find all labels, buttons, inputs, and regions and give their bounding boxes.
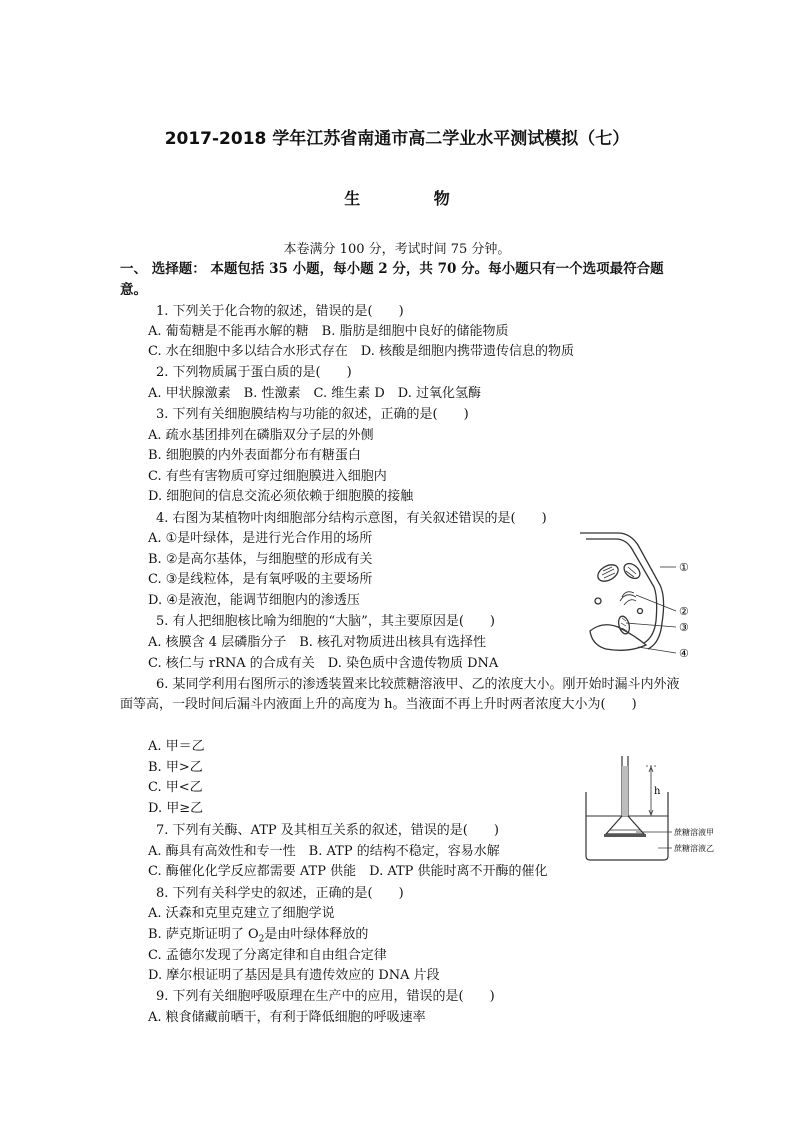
question-4-option-c: C. ③是线粒体，是有氧呼吸的主要场所: [148, 572, 373, 587]
question-6-option-c: C. 甲<乙: [148, 780, 203, 795]
osmosis-apparatus-figure: [580, 752, 720, 862]
page-title: 2017-2018 学年江苏省南通市高二学业水平测试模拟（七）: [164, 129, 630, 149]
solution-a-label: 蔗糖溶液甲: [674, 828, 714, 837]
question-7-options-cd: C. 酶催化化学反应都需要 ATP 供能 D. ATP 供能时离不开酶的催化: [148, 864, 548, 879]
question-8-option-b-rest: 是由叶绿体释放的: [264, 927, 369, 942]
question-3-option-c: C. 有些有害物质可穿过细胞膜进入细胞内: [148, 469, 387, 484]
question-5-options-cd: C. 核仁与 rRNA 的合成有关 D. 染色质中含遗传物质 DNA: [148, 656, 499, 671]
cell-label-3: ③: [679, 621, 689, 634]
cell-label-2: ②: [679, 605, 689, 618]
question-6-option-b: B. 甲>乙: [148, 760, 203, 775]
question-8: 8. 下列有关科学史的叙述，正确的是( ): [156, 886, 404, 901]
question-6: 6. 某同学利用右图所示的渗透装置来比较蔗糖溶液甲、乙的浓度大小。刚开始时漏斗内外液面等高，一段时间后漏斗内液面上升的高度为 h。当液面不再上升时两者浓度大小为( ): [120, 677, 680, 712]
question-5-options-ab: A. 核膜含 4 层磷脂分子 B. 核孔对物质进出核具有选择性: [148, 635, 487, 650]
cell-label-1: ①: [679, 561, 689, 574]
question-8-option-c: C. 孟德尔发现了分离定律和自由组合定律: [148, 948, 387, 963]
question-4-option-b: B. ②是高尔基体，与细胞壁的形成有关: [148, 552, 373, 567]
question-9-option-a: A. 粮食储藏前晒干，有利于降低细胞的呼吸速率: [148, 1010, 426, 1025]
exam-note: 本卷满分 100 分，考试时间 75 分钟。: [283, 242, 511, 257]
question-3-option-b: B. 细胞膜的内外表面都分布有糖蛋白: [148, 448, 361, 463]
question-8-option-a: A. 沃森和克里克建立了细胞学说: [148, 906, 335, 921]
question-1: 1. 下列关于化合物的叙述，错误的是( ): [156, 304, 404, 319]
question-5: 5. 有人把细胞核比喻为细胞的“大脑”，其主要原因是( ): [156, 614, 495, 629]
question-8-option-d: D. 摩尔根证明了基因是具有遗传效应的 DNA 片段: [148, 968, 440, 983]
question-2: 2. 下列物质属于蛋白质的是( ): [156, 365, 352, 380]
question-1-options-ab: A. 葡萄糖是不能再水解的糖 B. 脂肪是细胞中良好的储能物质: [148, 324, 509, 339]
solution-b-label: 蔗糖溶液乙: [674, 844, 714, 853]
question-4-option-d: D. ④是液泡，能调节细胞内的渗透压: [148, 593, 360, 608]
question-4: 4. 右图为某植物叶肉细胞部分结构示意图，有关叙述错误的是( ): [156, 511, 547, 526]
question-6-option-a: A. 甲＝乙: [148, 739, 205, 754]
question-8-option-b-text: B. 萨克斯证明了 O: [148, 927, 259, 942]
question-3-option-a: A. 疏水基团排列在磷脂双分子层的外侧: [148, 428, 374, 443]
plant-cell-figure: [578, 527, 718, 663]
subscript-2: 2: [258, 934, 265, 945]
cell-label-4: ④: [679, 647, 689, 660]
height-label: h: [654, 786, 661, 797]
subject-title: 生 物: [344, 189, 484, 208]
question-9: 9. 下列有关细胞呼吸原理在生产中的应用，错误的是( ): [156, 989, 495, 1004]
section-heading: 一、 选择题： 本题包括 35 小题，每小题 2 分，共 70 分。每小题只有一个选项最符合题意。: [120, 261, 664, 298]
question-2-options: A. 甲状腺激素 B. 性激素 C. 维生素 D D. 过氧化氢酶: [148, 386, 481, 401]
question-7-options-ab: A. 酶具有高效性和专一性 B. ATP 的结构不稳定，容易水解: [148, 844, 500, 859]
question-7: 7. 下列有关酶、ATP 及其相互关系的叙述，错误的是( ): [156, 823, 499, 838]
question-6-option-d: D. 甲≥乙: [148, 801, 204, 816]
question-1-options-cd: C. 水在细胞中多以结合水形式存在 D. 核酸是细胞内携带遗传信息的物质: [148, 344, 574, 359]
question-4-option-a: A. ①是叶绿体，是进行光合作用的场所: [148, 531, 373, 546]
question-3: 3. 下列有关细胞膜结构与功能的叙述，正确的是( ): [156, 407, 469, 422]
question-3-option-d: D. 细胞间的信息交流必须依赖于细胞膜的接触: [148, 489, 414, 504]
